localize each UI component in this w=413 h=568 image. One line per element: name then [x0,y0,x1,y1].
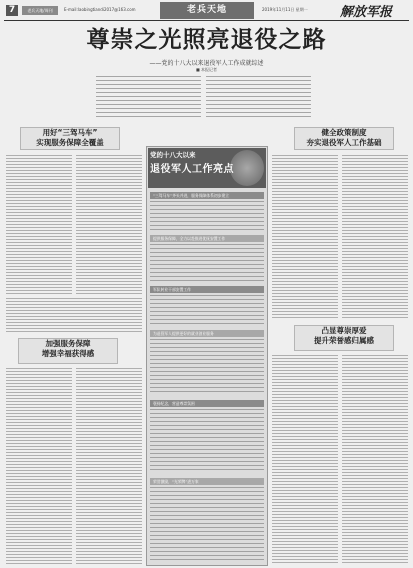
subheadline: ——党的十八大以来退役军人工作成就综述 [149,60,264,67]
headline-line-2: 夯实退役军人工作基础 [306,138,382,147]
issue-date: 2019年11月11日 星期一 [262,7,308,12]
highlight-label: 荣誉激励，“光荣牌”进万家 [150,478,264,485]
section-title: 老兵天地 [160,2,254,19]
text-column [272,155,338,320]
edition-label: 老兵天地/周刊 [22,6,58,15]
headline-line-1: 用好“三驾马车” [42,128,98,137]
intro-text-right [206,76,311,118]
highlight-text [150,339,264,395]
text-column [6,155,72,295]
emblem-icon [230,150,264,186]
text-column [272,355,338,563]
headline-line-1: 加强服务保障 [45,339,91,348]
headline-line-2: 增强幸福获得感 [41,349,95,358]
highlight-label: 为退役军人提供更好的就业创业服务 [150,330,264,337]
highlight-label: 提供服务保障，全力以赴推进优抚安置工作 [150,235,264,242]
highlight-label: “三驾马车”齐头并进，服务保障体系初步建立 [150,192,264,199]
header-divider [4,20,409,21]
highlights-heading-large: 退役军人工作亮点 [150,164,234,175]
section-headline-right-top [294,127,394,150]
highlight-text [150,487,264,561]
newspaper-logo: 解放军报 [340,5,393,20]
text-column [342,355,408,563]
highlight-text [150,409,264,473]
highlight-text [150,295,264,325]
text-column [6,368,72,564]
byline: ■ 本报记者 [195,67,218,72]
headline-line-1: 凸显尊崇厚爱 [321,326,367,335]
main-headline: 尊崇之光照亮退役之路 [86,26,327,53]
page-number: 7 [6,5,18,16]
highlight-label: 褒扬纪念，营造尊崇氛围 [150,400,264,407]
text-column [76,155,142,295]
section-headline-left-top [20,127,120,150]
headline-line-2: 实现服务保障全覆盖 [36,138,104,147]
text-column [6,298,142,332]
headline-line-1: 健全政策制度 [321,128,367,137]
section-headline-left-bottom [18,338,118,364]
text-column [342,155,408,320]
highlight-text [150,201,264,231]
intro-text-left [96,76,201,118]
highlight-label: 军队转业干部安置工作 [150,286,264,293]
highlight-text [150,244,264,282]
headline-line-2: 提升荣誉感归属感 [314,336,374,345]
text-column [76,368,142,564]
email-address: E-mail:laobingtiandi2017@163.com [64,7,136,12]
section-headline-right-bottom [294,325,394,351]
highlights-heading-small: 党的十八大以来 [150,151,196,159]
